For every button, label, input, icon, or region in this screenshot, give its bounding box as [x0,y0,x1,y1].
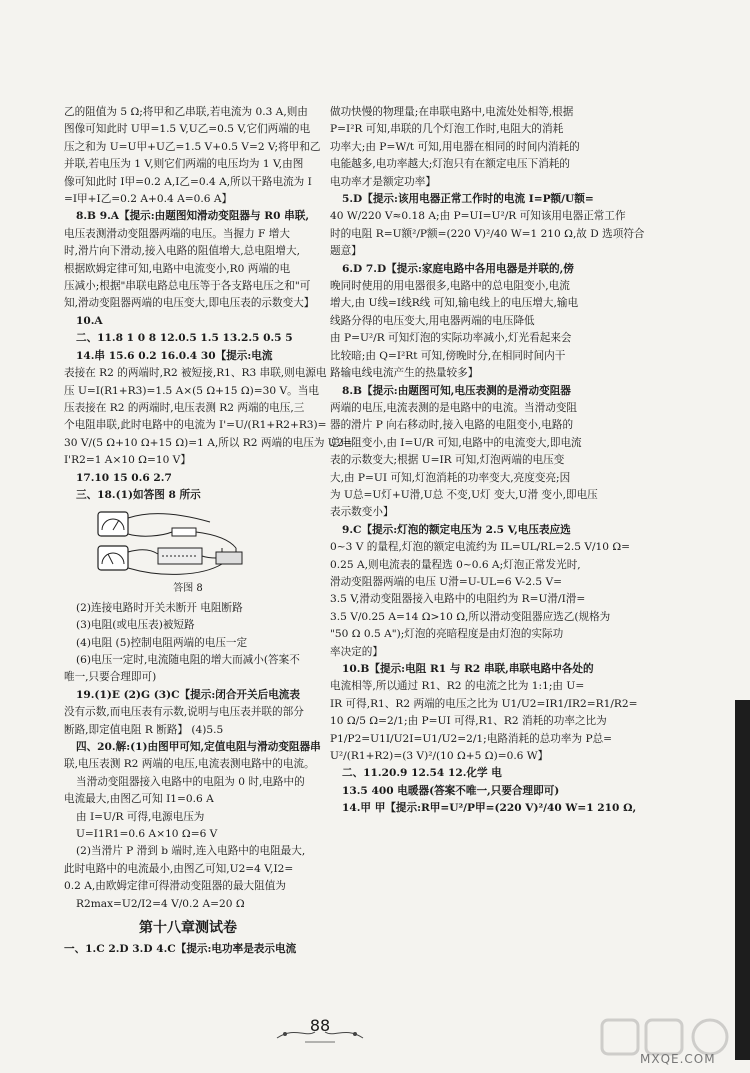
circuit-figure [92,508,252,580]
text-line: 为 U总=U灯+U滑,U总 不变,U灯 变大,U滑 变小,即电压 [330,488,598,501]
text-line: 表示数变小】 [330,506,394,519]
answer-line: 9.C【提示:灯泡的额定电压为 2.5 V,电压表应选 [342,523,571,536]
text-line: 压表接在 R2 的两端时,电压表测 R2 两端的电压,三 [64,401,305,414]
text-line: 功率大;由 P=W/t 可知,用电器在相同的时间内消耗的 [330,140,580,153]
text-line: P=I²R 可知,串联的几个灯泡工作时,电阻大的消耗 [330,123,564,136]
text-line: U=I1R1=0.6 A×10 Ω=6 V [76,828,218,841]
text-line: 40 W/220 V≈0.18 A;由 P=UI=U²/R 可知该用电器正常工作 [330,210,626,223]
answer-line: 二、11.20.9 12.54 12.化学 电 [342,767,502,780]
watermark-text: MXQE.COM [640,1052,716,1066]
page-number: 88 [309,1016,331,1035]
circuit-diagram-icon [92,508,252,580]
text-line: 做功快慢的物理量;在串联电路中,电流处处相等,根据 [330,106,574,118]
answer-line: 14.串 15.6 0.2 16.0.4 30【提示:电流 [76,349,273,362]
text-line: 断路,即定值电阻 R 断路】 (4)5.5 [64,723,224,736]
text-line: 路输电线电流产生的热量较多】 [330,367,479,380]
text-line: 电流最大,由图乙可知 I1=0.6 A [64,793,214,806]
answer-line: 13.5 400 电暖器(答案不唯一,只要合理即可) [342,784,560,797]
text-line: 个电阻串联,此时电路中的电流为 I'=U/(R1+R2+R3)= [64,419,327,432]
text-line: 并联,若电压为 1 V,则它们两端的电压均为 1 V,由图 [64,158,304,171]
text-line: 比较暗;由 Q=I²Rt 可知,傍晚时分,在相同时间内干 [330,349,566,362]
text-line: (6)电压一定时,电流随电阻的增大而减小(答案不 [76,653,300,666]
text-line: 压 U=I(R1+R3)=1.5 A×(5 Ω+15 Ω)=30 V。当电 [64,384,319,397]
text-line: 两端的电压,电流表测的是电路中的电流。当滑动变阻 [330,401,578,414]
text-line: 器的滑片 P 向右移动时,接入电路的电阻变小,电路的 [330,419,574,432]
text-line: U²/(R1+R2)=(3 V)²/(10 Ω+5 Ω)=0.6 W】 [330,750,549,763]
text-line: 增大,由 U线=I线R线 可知,输电线上的电压增大,输电 [330,297,579,310]
answer-line: 8.B【提示:由题图可知,电压表测的是滑动变阻器 [342,384,571,397]
answer-line: 二、11.8 1 0 8 12.0.5 1.5 13.2.5 0.5 5 [76,332,293,345]
chapter-title: 第十八章测试卷 [139,920,237,937]
text-line: 压之和为 U=U甲+U乙=1.5 V+0.5 V=2 V;将甲和乙 [64,140,321,153]
text-line: 总电阻变小,由 I=U/R 可知,电路中的电流变大,即电流 [330,436,582,449]
answer-line: 四、20.解:(1)由图甲可知,定值电阻与滑动变阻器串 [76,741,321,753]
text-line: 由 P=U²/R 可知灯泡的实际功率减小,灯光看起来会 [330,332,572,345]
text-line: 唯一,只要合理即可) [64,671,157,684]
page-number-ornament [275,1008,365,1048]
text-line: R2max=U2/I2=4 V/0.2 A=20 Ω [76,897,245,910]
text-line: 压减小;根据"串联电路总电压等于各支路电压之和"可 [64,280,311,293]
text-line: 率决定的】 [330,645,383,658]
text-line: 此时电路中的电流最小,由图乙可知,U2=4 V,I2= [64,862,294,875]
answer-line: 6.D 7.D【提示:家庭电路中各用电器是并联的,傍 [342,262,574,275]
text-line: "50 Ω 0.5 A");灯泡的亮暗程度是由灯泡的实际功 [330,628,564,641]
text-line: 0~3 V 的量程,灯泡的额定电流约为 IL=UL/RL=2.5 V/10 Ω= [330,541,631,554]
text-line: (2)连接电路时开关未断开 电阻断路 [76,601,243,614]
answer-line: 10.B【提示:电阻 R1 与 R2 串联,串联电路中各处的 [342,663,594,675]
text-line: 时的电阻 R=U额²/P额=(220 V)²/40 W=1 210 Ω,故 D 选项符合 [330,227,645,240]
text-line: 图像可知此时 U甲=1.5 V,U乙=0.5 V,它们两端的电 [64,123,311,136]
text-line: 30 V/(5 Ω+10 Ω+15 Ω)=1 A,所以 R2 两端的电压为 U2= [64,436,353,449]
answer-line: 三、18.(1)如答图 8 所示 [76,488,201,501]
answer-line: 14.甲 甲【提示:R甲=U²/P甲=(220 V)²/40 W=1 210 Ω, [342,802,637,815]
page-edge-shadow [735,700,750,1060]
text-line: 晚同时使用的用电器很多,电路中的总电阻变小,电流 [330,280,570,293]
text-line: 电能越多,电功率越大;灯泡只有在额定电压下消耗的 [330,158,570,171]
text-line: 时,滑片向下滑动,接入电路的阻值增大,总电阻增大, [64,245,300,258]
text-line: =I甲+I乙=0.2 A+0.4 A=0.6 A】 [64,193,233,206]
text-line: I'R2=1 A×10 Ω=10 V】 [64,454,191,467]
answer-line: 19.(1)E (2)G (3)C【提示:闭合开关后电流表 [76,688,300,701]
text-line: 电压表测滑动变阻器两端的电压。当握力 F 增大 [64,227,290,240]
text-line: 表接在 R2 的两端时,R2 被短接,R1、R3 串联,则电源电 [64,367,327,380]
answer-line: 8.B 9.A【提示:由题图知滑动变阻器与 R0 串联, [76,210,310,223]
text-line: 表的示数变大;根据 U=IR 可知,灯泡两端的电压变 [330,454,565,467]
text-line: 电功率才是额定功率】 [330,175,436,188]
text-line: 乙的阻值为 5 Ω;将甲和乙串联,若电流为 0.3 A,则由 [64,106,308,118]
text-line: 3.5 V,滑动变阻器接入电路中的电阻约为 R=U滑/I滑= [330,593,586,606]
text-line: IR 可得,R1、R2 两端的电压之比为 U1/U2=IR1/IR2=R1/R2= [330,697,638,710]
text-line: 大,由 P=UI 可知,灯泡消耗的功率变大,亮度变亮;因 [330,471,571,484]
text-line: 电流相等,所以通过 R1、R2 的电流之比为 1:1;由 U= [330,680,585,693]
text-line: 题意】 [330,245,362,258]
right-column [330,104,645,818]
text-line: 滑动变阻器两端的电压 U滑=U-UL=6 V-2.5 V= [330,575,562,588]
text-line: (4)电阻 (5)控制电阻两端的电压一定 [76,636,248,649]
answer-line: 17.10 15 0.6 2.7 [76,471,172,484]
text-line: 像可知此时 I甲=0.2 A,I乙=0.4 A,所以干路电流为 I [64,175,312,188]
text-line: (3)电阻(或电压表)被短路 [76,619,195,632]
answer-line: 5.D【提示:该用电器正常工作时的电流 I=P额/U额= [342,193,594,206]
text-line: 3.5 V/0.25 A=14 Ω>10 Ω,所以滑动变阻器应选乙(规格为 [330,610,611,623]
text-line: 线路分得的电压变大,用电器两端的电压降低 [330,314,535,327]
text-line: (2)当滑片 P 滑到 b 端时,连入电路中的电阻最大, [76,845,306,858]
text-line: 根据欧姆定律可知,电路中电流变小,R0 两端的电 [64,262,291,275]
text-line: 当滑动变阻器接入电路中的电阻为 0 时,电路中的 [76,775,305,788]
text-line: 0.25 A,则电流表的量程选 0~0.6 A;灯泡正常发光时, [330,558,581,571]
answer-line: 一、1.C 2.D 3.D 4.C【提示:电功率是表示电流 [64,943,297,956]
text-line: 知,滑动变阻器两端的电压变大,即电压表的示数变大】 [64,297,315,310]
text-line: 由 I=U/R 可得,电源电压为 [76,810,205,823]
figure-caption: 答图 8 [173,583,203,595]
text-line: P1/P2=U1I/U2I=U1/U2=2/1;电路消耗的总功率为 P总= [330,732,613,745]
text-line: 0.2 A,由欧姆定律可得滑动变阻器的最大阻值为 [64,880,286,893]
text-line: 没有示数,而电压表有示数,说明与电压表并联的部分 [64,706,304,719]
answer-line: 10.A [76,314,103,327]
text-line: 10 Ω/5 Ω=2/1;由 P=UI 可得,R1、R2 消耗的功率之比为 [330,715,607,728]
text-line: 联,电压表测 R2 两端的电压,电流表测电路中的电流。 [64,758,315,771]
